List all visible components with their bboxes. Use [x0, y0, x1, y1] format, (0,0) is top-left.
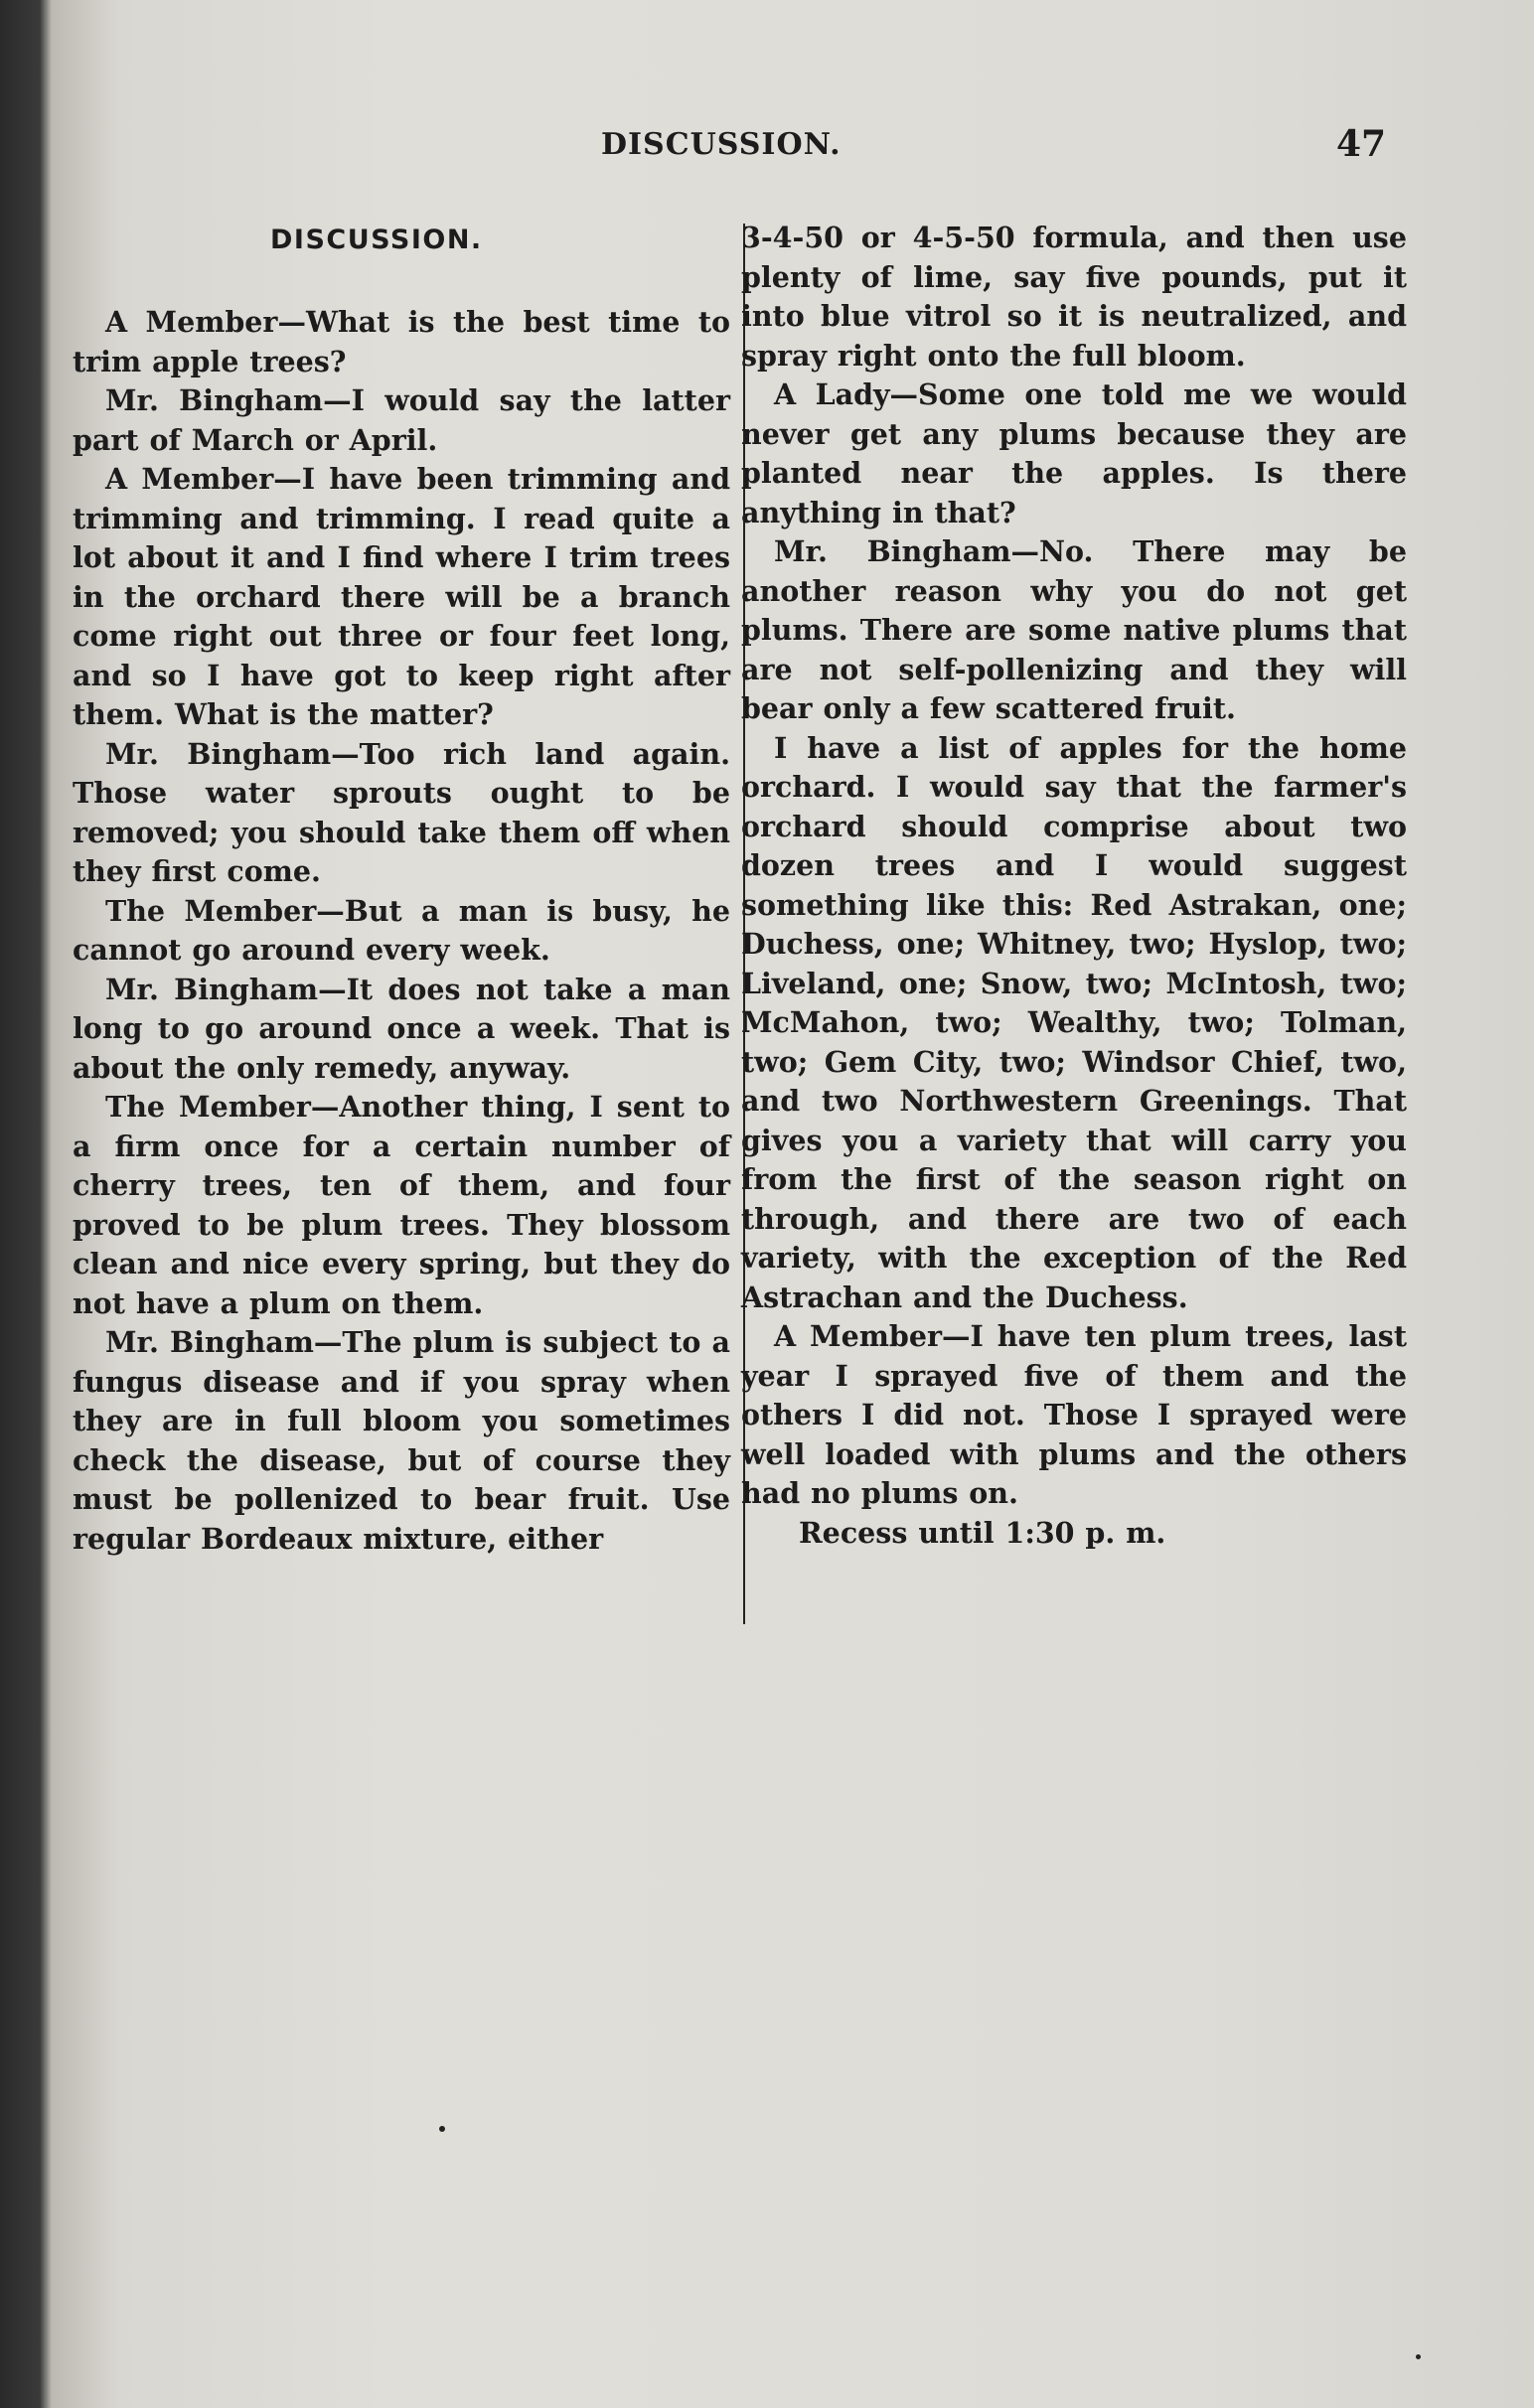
page-number: 47: [1336, 123, 1387, 165]
running-head: [0, 123, 1534, 177]
ink-speck: [439, 2126, 445, 2132]
paragraph: 3-4-50 or 4-5-50 formula, and then use plenty of lime, say five pounds, put it into blue vitrol so it is neutralized, and spray right onto the full bloom.: [741, 221, 1407, 373]
paragraph: A Lady—Some one told me we would never get any plums because they are planted near the apples. Is there anything in that?: [741, 377, 1407, 529]
paragraph: Mr. Bingham—No. There may be another reason why you do not get plums. There are some native plums that are not self-pollenizing and they will bear only a few scattered fruit.: [741, 534, 1407, 725]
paragraph: Mr. Bingham—It does not take a man long to go around once a week. That is about the only remedy, anyway.: [73, 972, 730, 1085]
paragraph: I have a list of apples for the home orchard. I would say that the farmer's orchard should comprise about two dozen trees and I would suggest something like this: Red Astrakan, one; Duchess, one; Whitney, two; Hyslop, two; Liveland, one; Snow, two; McIntosh, two; McMahon, two; Wealthy, two; Tolman, two; Gem City, two; Windsor Chief, two, and two Northwestern Greenings. That gives you a variety that will carry you from the first of the season right on through, and there are two of each variety, with the exception of the Red Astrachan and the Duchess.: [741, 730, 1407, 1314]
paragraph: Mr. Bingham—Too rich land again. Those water sprouts ought to be removed; you should take them off when they first come.: [73, 736, 730, 888]
paragraph: Mr. Bingham—I would say the latter part of March or April.: [73, 383, 730, 457]
paragraph: The Member—Another thing, I sent to a firm once for a certain number of cherry trees, ten of them, and four proved to be plum trees. They blossom clean and nice every spring, but they do not have a plum on them.: [73, 1090, 730, 1320]
recess-note: Recess until 1:30 p. m.: [799, 1515, 1166, 1550]
paragraph: The Member—But a man is busy, he cannot go around every week.: [73, 893, 730, 967]
paragraph: Mr. Bingham—The plum is subject to a fungus disease and if you spray when they are in full bloom you sometimes check the disease, but of course they must be pollenized to bear fruit. Use regular Bordeaux mixture, either: [73, 1325, 730, 1556]
paragraph: A Member—I have ten plum trees, last year I sprayed five of them and the others I did not. Those I sprayed were well loaded with plums and the others had no plums on.: [741, 1319, 1407, 1510]
paragraph: A Member—I have been trimming and trimming and trimming. I read quite a lot about it and I find where I trim trees in the orchard there will be a branch come right out three or four feet long, and so I have got to keep right after them. What is the matter?: [73, 462, 730, 731]
ink-speck: [1416, 2354, 1421, 2359]
running-title: DISCUSSION.: [601, 127, 842, 162]
left-column: [73, 303, 730, 1559]
section-heading: DISCUSSION.: [270, 225, 483, 255]
right-column: [741, 219, 1407, 1553]
paragraph: A Member—What is the best time to trim apple trees?: [73, 305, 730, 378]
